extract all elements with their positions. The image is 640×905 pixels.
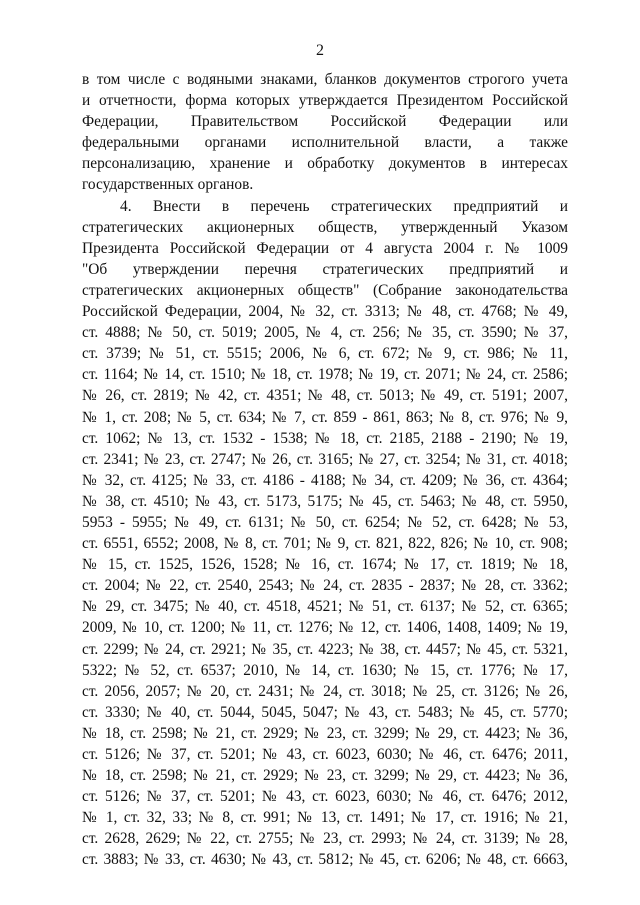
text-line: ст. 2056, 2057; № 20, ст. 2431; № 24, ст. 3018; № 25, ст. 3126; № 26, bbox=[82, 682, 568, 700]
text-line: 5953 - 5955; № 49, ст. 6131; № 50, ст. 6254; № 52, ст. 6428; № 53, bbox=[82, 513, 568, 531]
text-line: стратегических акционерных обществ, утвержденный Указом bbox=[82, 218, 568, 236]
text-line: ст. 1164; № 14, ст. 1510; № 18, ст. 1978; № 19, ст. 2071; № 24, ст. 2586; bbox=[82, 366, 568, 384]
text-line: ст. 4888; № 50, ст. 5019; 2005, № 4, ст. 256; № 35, ст. 3590; № 37, bbox=[82, 324, 568, 342]
text-line: Российской Федерации, 2004, № 32, ст. 3313; № 48, ст. 4768; № 49, bbox=[82, 303, 568, 321]
text-line: ст. 3739; № 51, ст. 5515; 2006, № 6, ст. 672; № 9, ст. 986; № 11, bbox=[82, 345, 568, 363]
text-line: персонализацию, хранение и обработку документов в интересах bbox=[82, 155, 568, 173]
text-line: ст. 2299; № 24, ст. 2921; № 35, ст. 4223; № 38, ст. 4457; № 45, ст. 5321, bbox=[82, 640, 568, 658]
text-line: ст. 5126; № 37, ст. 5201; № 43, ст. 6023, 6030; № 46, ст. 6476; 2012, bbox=[82, 788, 568, 806]
text-line: федеральными органами исполнительной власти, а также bbox=[82, 134, 568, 152]
document-body bbox=[82, 69, 568, 871]
text-line: ст. 2628, 2629; № 22, ст. 2755; № 23, ст. 2993; № 24, ст. 3139; № 28, bbox=[82, 830, 568, 848]
text-line: и отчетности, форма которых утверждается Президентом Российской bbox=[82, 92, 568, 110]
text-line: стратегических акционерных обществ" (Собрание законодательства bbox=[82, 281, 568, 299]
text-line: 5322; № 52, ст. 6537; 2010, № 14, ст. 1630; № 15, ст. 1776; № 17, bbox=[82, 661, 568, 679]
text-line: ст. 3883; № 33, ст. 4630; № 43, ст. 5812; № 45, ст. 6206; № 48, ст. 6663, bbox=[82, 851, 568, 869]
text-line: Президента Российской Федерации от 4 августа 2004 г. № 1009 bbox=[82, 239, 568, 257]
text-line: ст. 2341; № 23, ст. 2747; № 26, ст. 3165; № 27, ст. 3254; № 31, ст. 4018; bbox=[82, 450, 568, 468]
text-line: государственных органов. bbox=[82, 176, 254, 194]
text-line: ст. 6551, 6552; 2008, № 8, ст. 701; № 9, ст. 821, 822, 826; № 10, ст. 908; bbox=[82, 535, 568, 553]
text-line: ст. 5126; № 37, ст. 5201; № 43, ст. 6023, 6030; № 46, ст. 6476; 2011, bbox=[82, 746, 568, 763]
text-line: № 1, ст. 32, 33; № 8, ст. 991; № 13, ст. 1491; № 17, ст. 1916; № 21, bbox=[82, 809, 568, 827]
text-line: № 18, ст. 2598; № 21, ст. 2929; № 23, ст. 3299; № 29, ст. 4423; № 36, bbox=[82, 724, 568, 742]
text-line: ст. 1062; № 13, ст. 1532 - 1538; № 18, ст. 2185, 2188 - 2190; № 19, bbox=[82, 429, 568, 447]
text-line: № 18, ст. 2598; № 21, ст. 2929; № 23, ст. 3299; № 29, ст. 4423; № 36, bbox=[82, 767, 568, 785]
text-line: № 15, ст. 1525, 1526, 1528; № 16, ст. 1674; № 17, ст. 1819; № 18, bbox=[82, 556, 568, 574]
text-line: № 29, ст. 3475; № 40, ст. 4518, 4521; № 51, ст. 6137; № 52, ст. 6365; bbox=[82, 598, 568, 616]
text-line: № 38, ст. 4510; № 43, ст. 5173, 5175; № 45, ст. 5463; № 48, ст. 5950, bbox=[82, 492, 568, 510]
text-line: № 1, ст. 208; № 5, ст. 634; № 7, ст. 859 - 861, 863; № 8, ст. 976; № 9, bbox=[82, 408, 568, 426]
text-line: в том числе с водяными знаками, бланков документов строгого учета bbox=[82, 71, 568, 88]
text-line: ст. 3330; № 40, ст. 5044, 5045, 5047; № 43, ст. 5483; № 45, ст. 5770; bbox=[82, 703, 568, 721]
text-line: 4. Внести в перечень стратегических предприятий и bbox=[120, 197, 568, 215]
text-line: № 26, ст. 2819; № 42, ст. 4351; № 48, ст. 5013; № 49, ст. 5191; 2007, bbox=[82, 387, 568, 405]
text-line: ст. 2004; № 22, ст. 2540, 2543; № 24, ст. 2835 - 2837; № 28, ст. 3362; bbox=[82, 577, 568, 595]
text-line: "Об утверждении перечня стратегических предприятий и bbox=[82, 260, 568, 278]
text-line: 2009, № 10, ст. 1200; № 11, ст. 1276; № 12, ст. 1406, 1408, 1409; № 19, bbox=[82, 619, 568, 637]
text-line: № 32, ст. 4125; № 33, ст. 4186 - 4188; № 34, ст. 4209; № 36, ст. 4364; bbox=[82, 471, 568, 489]
page-number: 2 bbox=[316, 42, 324, 59]
text-line: Федерации, Правительством Российской Федерации или bbox=[82, 113, 568, 131]
